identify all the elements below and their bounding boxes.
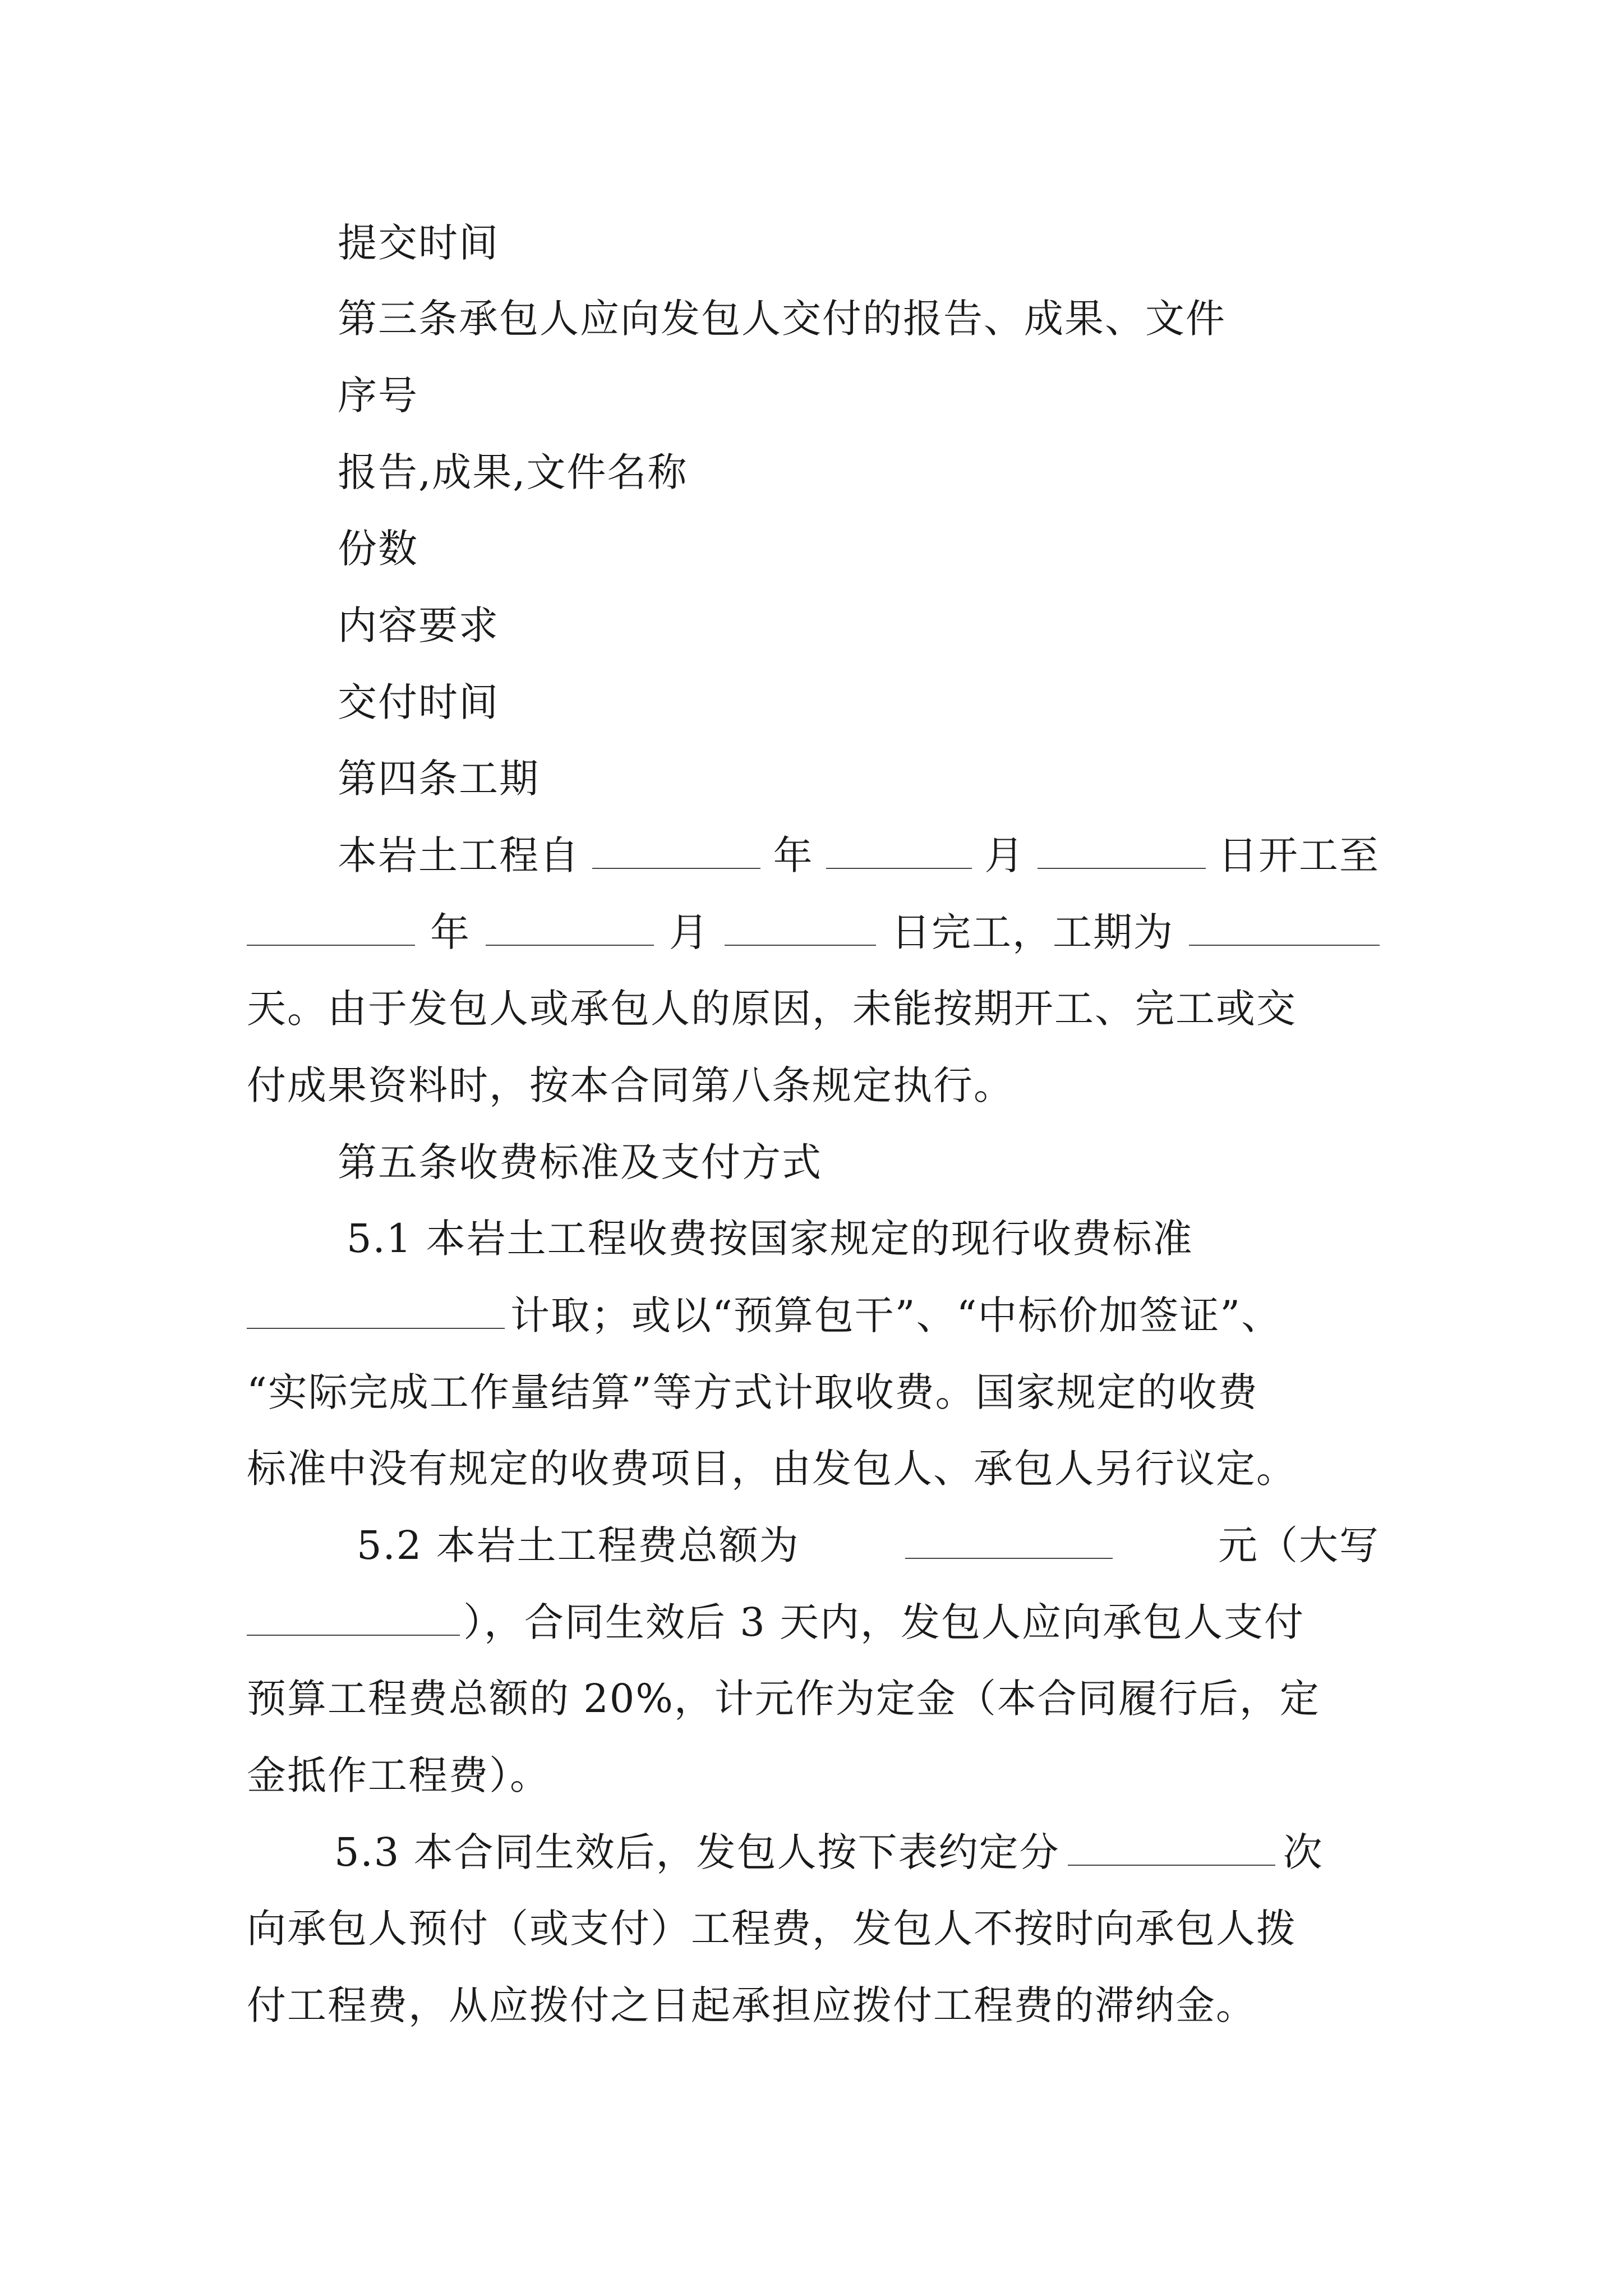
- article-4-text-b: 年: [773, 832, 814, 878]
- clause-5-2-text-c: ），合同生效后 3 天内，发包人应向承包人支付: [463, 1599, 1305, 1645]
- clause-5-2-line-3: 预算工程费总额的 20%，计元作为定金（本合同履行后，定: [247, 1676, 1320, 1722]
- installments-blank: [1068, 1830, 1275, 1866]
- article-4-text-g: 日完工，工期为: [891, 909, 1174, 955]
- article-4-heading: 第四条工期: [338, 756, 540, 802]
- clause-5-2-line-1: [357, 1520, 1380, 1571]
- total-amount-blank: [905, 1523, 1113, 1559]
- article-4-line-2: [247, 907, 1380, 958]
- end-month-blank: [486, 910, 654, 946]
- end-year-blank: [247, 910, 415, 946]
- article-4-text-d: 日开工至: [1218, 832, 1380, 878]
- article-4-line-4: 付成果资料时，按本合同第八条规定执行。: [247, 1062, 1014, 1108]
- year-blank: [592, 833, 760, 869]
- clause-5-3-line-3: 付工程费，从应拨付之日起承担应拨付工程费的滞纳金。: [247, 1982, 1256, 2028]
- clause-5-1-text-b: 计取；或以“预算包干”、“中标价加签证”、: [510, 1292, 1282, 1338]
- article-4-text-e: 年: [430, 909, 471, 955]
- fee-standard-blank: [247, 1293, 505, 1329]
- day-blank: [1038, 833, 1206, 869]
- clause-5-3-line-2: 向承包人预付（或支付）工程费，发包人不按时向承包人拨: [247, 1906, 1297, 1952]
- clause-5-3-text-b: 次: [1283, 1829, 1324, 1875]
- article-4-text-a: 本岩土工程自: [338, 832, 580, 878]
- text-line-copies: 份数: [338, 526, 418, 572]
- text-line-content-requirement: 内容要求: [338, 602, 499, 648]
- clause-5-2-line-4: 金抵作工程费）。: [247, 1752, 550, 1798]
- text-line-delivery-time: 交付时间: [338, 679, 499, 725]
- clause-5-1-line-3: “实际完成工作量结算”等方式计取收费。国家规定的收费: [247, 1369, 1258, 1415]
- clause-5-3-text-a: 5.3 本合同生效后，发包人按下表约定分: [334, 1829, 1060, 1875]
- clause-5-2-line-2: [247, 1597, 1380, 1648]
- article-5-heading: 第五条收费标准及支付方式: [338, 1139, 822, 1185]
- clause-5-1-text-a: 5.1 本岩土工程收费按国家规定的现行收费标准: [347, 1216, 1193, 1262]
- clause-5-2-text-b: 元（大写: [1218, 1522, 1380, 1568]
- clause-5-2-text-a: 5.2 本岩土工程费总额为: [357, 1522, 800, 1568]
- clause-5-1-line-4: 标准中没有规定的收费项目，由发包人、承包人另行议定。: [247, 1446, 1297, 1492]
- article-4-line-3: 天。由于发包人或承包人的原因，未能按期开工、完工或交: [247, 986, 1297, 1032]
- amount-capital-blank: [247, 1600, 460, 1636]
- clause-5-3-line-1: [334, 1827, 1380, 1878]
- month-blank: [826, 833, 972, 869]
- clause-5-1-line-1: [347, 1213, 1380, 1264]
- end-day-blank: [725, 910, 876, 946]
- text-line-submit-time: 提交时间: [338, 220, 499, 266]
- text-line-report-name: 报告,成果,文件名称: [338, 449, 688, 495]
- article-4-text-f: 月: [669, 909, 709, 955]
- clause-5-1-line-2: [247, 1290, 1380, 1341]
- article-3-heading: 第三条承包人应向发包人交付的报告、成果、文件: [338, 296, 1226, 342]
- text-line-serial: 序号: [338, 372, 418, 418]
- article-4-text-c: 月: [984, 832, 1025, 878]
- duration-blank: [1189, 910, 1380, 946]
- article-4-line-1: [338, 830, 1380, 881]
